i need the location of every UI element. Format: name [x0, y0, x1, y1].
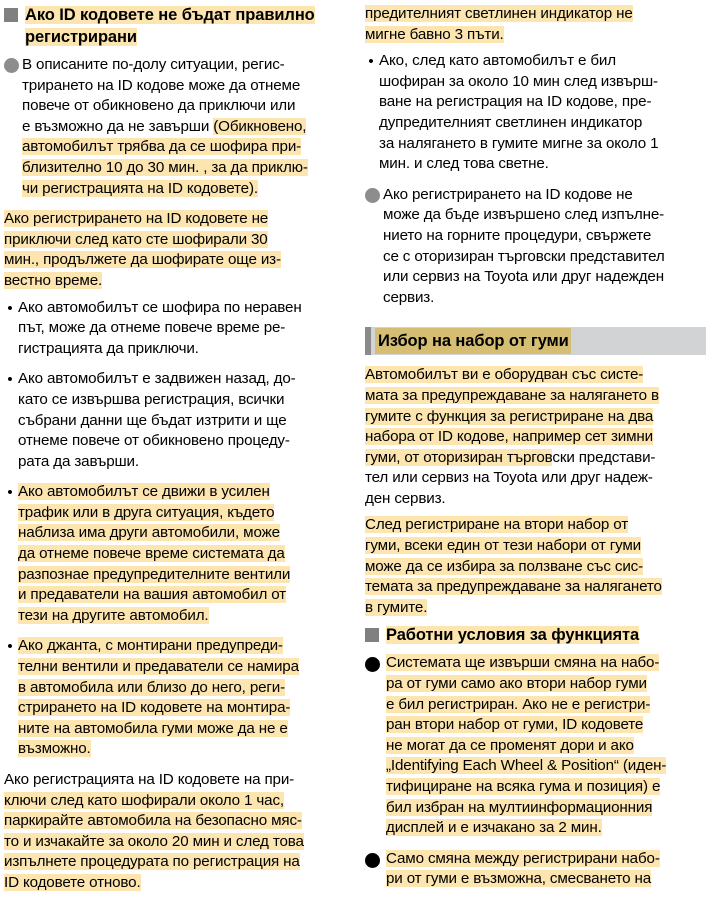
section-heading-label: Работни условия за функцията — [386, 626, 640, 645]
highlighted-text: телни вентили и предаватели се намира — [18, 658, 299, 676]
highlighted-text: то и изчакайте за около 20 мин и след това — [4, 832, 304, 850]
paragraph — [365, 365, 706, 509]
highlighted-text: възможно. — [18, 740, 91, 758]
plain-text: е възможно да не завърши — [22, 117, 214, 135]
highlighted-text: наблиза има други автомобили, може — [18, 524, 280, 542]
text-line — [383, 226, 706, 247]
right-column — [357, 0, 714, 912]
highlighted-text: може да се избира за ползване със сис- — [365, 557, 644, 575]
highlighted-text: набора от ID кодове, например сет зимни — [365, 428, 653, 446]
highlighted-text: След регистриране на втори набор от — [365, 516, 628, 534]
text-line — [379, 51, 706, 72]
list-item-text — [22, 55, 347, 199]
text-line — [22, 117, 347, 138]
text-line — [4, 791, 347, 812]
list-item-text — [18, 298, 347, 360]
highlighted-text: гуми, всеки един от тези набори от гуми — [365, 537, 641, 555]
text-line — [365, 365, 706, 386]
highlighted-text: ключи след като шофирали около 1 час, — [4, 791, 284, 809]
text-line — [4, 250, 347, 271]
text-line — [365, 468, 706, 489]
highlighted-text: гуми, от оторизиран търгов — [365, 448, 553, 466]
list-item — [365, 653, 706, 843]
text-line — [383, 185, 706, 206]
text-line — [386, 674, 706, 695]
text-line — [4, 852, 347, 873]
text-line — [18, 523, 347, 544]
text-line — [383, 247, 706, 268]
text-line — [365, 489, 706, 510]
text-line — [386, 869, 706, 890]
plain-text: или сервиз на Toyota или друг надежден — [383, 268, 664, 286]
highlighted-text: паркирайте автомобила на безопасно мяс- — [4, 812, 302, 830]
text-line — [365, 4, 706, 25]
text-line — [18, 698, 347, 719]
text-line — [379, 72, 706, 93]
text-line — [386, 756, 706, 777]
highlighted-text: (Обикновено, — [213, 117, 307, 135]
highlighted-text: Системата ще извърши смяна на набо- — [386, 654, 660, 672]
plain-text: отнеме повече от обикновено процеду- — [18, 432, 290, 450]
text-line — [365, 448, 706, 469]
plain-text: нието на горните процедури, свържете — [383, 226, 652, 244]
text-line — [4, 832, 347, 853]
bullet-circle-gray-icon — [4, 58, 19, 73]
text-line — [18, 390, 347, 411]
text-line — [379, 113, 706, 134]
highlighted-text: в гумите. — [365, 598, 428, 616]
text-line — [386, 818, 706, 839]
text-line — [18, 503, 347, 524]
text-line — [386, 849, 706, 870]
right-column-blocks-middle — [365, 365, 706, 618]
right-column-blocks-top — [365, 4, 706, 313]
text-line — [4, 873, 347, 894]
text-line — [4, 770, 347, 791]
list-item — [365, 185, 706, 314]
highlighted-text: изпълнете процедурата по регистрация на — [4, 853, 300, 871]
text-line — [386, 715, 706, 736]
text-line — [379, 92, 706, 113]
text-line — [365, 407, 706, 428]
plain-text: тел или сервиз на Toyota или друг надеж- — [365, 469, 653, 487]
highlighted-text: ра от гуми само ако втори набор гуми — [386, 675, 647, 693]
square-marker-icon — [4, 8, 18, 22]
bullet-circle-black-icon — [365, 853, 380, 868]
plain-text: събрани данни ще бъдат изтрити и ще — [18, 411, 287, 429]
text-line — [18, 606, 347, 627]
text-line — [18, 739, 347, 760]
text-line — [365, 386, 706, 407]
text-line — [18, 636, 347, 657]
highlighted-text: Само смяна между регистрирани набо- — [386, 849, 660, 867]
text-line — [365, 515, 706, 536]
highlighted-text: гумите с функция за регистриране на два — [365, 407, 654, 425]
highlighted-text: тези на другите автомобил. — [18, 606, 209, 624]
text-line — [18, 719, 347, 740]
highlighted-text: мигне бавно 3 пъти. — [365, 25, 504, 43]
text-line — [379, 154, 706, 175]
highlighted-text: да отнеме повече време системата да — [18, 545, 285, 563]
highlighted-text: стрирането на ID кодовете на монтира- — [18, 699, 291, 717]
text-line — [18, 678, 347, 699]
text-line — [383, 205, 706, 226]
paragraph — [365, 515, 706, 618]
highlighted-text: разпознае предупредителните вентили — [18, 565, 291, 583]
text-line — [18, 318, 347, 339]
plain-text: за налягането в гумите мигне за около 1 — [379, 134, 659, 152]
highlighted-text: трафик или в друга ситуация, където — [18, 503, 275, 521]
plain-text: Ако автомобилът се шофира по неравен — [18, 298, 302, 316]
highlighted-text: близително 10 до 30 мин. , за да приклю- — [22, 158, 308, 176]
plain-text: се с оторизиран търговски представител — [383, 247, 665, 265]
highlighted-text: не могат да се променят дори и ако — [386, 736, 634, 754]
square-marker-icon — [365, 628, 379, 642]
list-item-text — [18, 636, 347, 760]
text-line — [383, 288, 706, 309]
highlighted-text: Ако регистрирането на ID кодовете не — [4, 210, 269, 228]
text-line — [18, 657, 347, 678]
text-line — [4, 811, 347, 832]
text-line — [365, 598, 706, 619]
bullet-circle-black-icon — [365, 657, 380, 672]
text-line — [365, 557, 706, 578]
list-item — [365, 51, 706, 180]
highlighted-text: Ако джанта, с монтирани предупреди- — [18, 637, 283, 655]
section-heading-id-codes — [4, 4, 347, 48]
list-item-text — [386, 849, 706, 890]
plain-text: трирането на ID кодове може да отнеме — [22, 76, 301, 94]
text-line — [386, 695, 706, 716]
highlighted-text: мата за предупреждаване за налягането в — [365, 386, 659, 404]
list-item — [4, 55, 347, 204]
text-line — [18, 565, 347, 586]
plain-text: шофиран за около 10 мин след извърш- — [379, 72, 658, 90]
highlighted-text: и предаватели на вашия автомобил от — [18, 586, 286, 604]
list-item-text — [383, 185, 706, 309]
highlighted-text: ID кодовете отново. — [4, 873, 141, 891]
paragraph — [4, 770, 347, 894]
highlighted-text: чи регистрацията на ID кодовете). — [22, 179, 258, 197]
list-item-text — [18, 369, 347, 472]
plain-text: сервиз. — [383, 288, 435, 306]
section-heading-text — [25, 4, 347, 48]
highlighted-text: в автомобила или близо до него, реги- — [18, 678, 286, 696]
bullet-dot-icon: • — [7, 371, 13, 389]
plain-text: Ако автомобилът е задвижен назад, до- — [18, 370, 296, 388]
highlighted-text: ните на автомобила гуми може да не е — [18, 719, 288, 737]
bullet-circle-gray-icon — [365, 188, 380, 203]
bullet-dot-icon: • — [7, 484, 13, 502]
text-line — [365, 577, 706, 598]
highlighted-text: дисплей и е изчакано за 2 мин. — [386, 819, 602, 837]
text-line — [18, 369, 347, 390]
list-item — [4, 369, 347, 477]
section-heading-label: Ако ID кодовете не бъдат правилно регистрирани — [25, 6, 315, 46]
plain-text: дупредителният светлинен индикатор — [379, 113, 643, 131]
text-line — [365, 536, 706, 557]
plain-text: В описаните по-долу ситуации, регис- — [22, 56, 285, 73]
bullet-dot-icon: • — [7, 638, 13, 656]
plain-text: Ако, след като автомобилът е бил — [379, 52, 616, 70]
section-bar-tire-set-selection — [365, 327, 706, 355]
plain-text: Ако регистрирането на ID кодове не — [383, 185, 633, 203]
text-line — [18, 544, 347, 565]
section-heading-operating-conditions — [365, 624, 706, 646]
list-item — [4, 298, 347, 365]
list-item — [4, 482, 347, 631]
text-line — [22, 137, 347, 158]
text-line — [386, 777, 706, 798]
list-item-text — [379, 51, 706, 175]
highlighted-text: приключи след като сте шофирали 30 — [4, 230, 268, 248]
text-line — [386, 653, 706, 674]
highlighted-text: Автомобилът ви е оборудван със систе- — [365, 366, 644, 384]
right-column-blocks-bottom — [365, 653, 706, 895]
plain-text: като се извършва регистрация, всички — [18, 390, 285, 408]
text-line — [22, 179, 347, 200]
text-line — [22, 55, 347, 76]
text-line — [4, 230, 347, 251]
highlighted-text: предителният светлинен индикатор не — [365, 5, 633, 22]
highlighted-text: автомобилът трябва да се шофира при- — [22, 138, 302, 156]
highlighted-text: Ако автомобилът се движи в усилен — [18, 483, 270, 501]
highlighted-text: ри от гуми е възможна, смесването на — [386, 870, 652, 888]
highlighted-text: бил избран на мултиинформационния — [386, 798, 653, 816]
plain-text: рата да завърши. — [18, 452, 139, 470]
text-line — [18, 339, 347, 360]
text-line — [18, 431, 347, 452]
plain-text: гистрацията да приключи. — [18, 339, 199, 357]
section-bar-label: Избор на набор от гуми — [375, 328, 571, 354]
highlighted-text: е бил регистриран. Ако не е регистри- — [386, 695, 651, 713]
plain-text: ден сервиз. — [365, 489, 446, 507]
text-line — [22, 158, 347, 179]
highlighted-text: вестно време. — [4, 271, 103, 289]
text-line — [18, 411, 347, 432]
text-line — [365, 427, 706, 448]
text-line — [18, 585, 347, 606]
paragraph — [365, 4, 706, 45]
list-item-text — [18, 482, 347, 626]
text-line — [386, 798, 706, 819]
paragraph — [4, 209, 347, 291]
text-line — [4, 209, 347, 230]
highlighted-text: „Identifying Each Wheel & Position“ (иден- — [386, 757, 667, 775]
section-heading-text — [386, 624, 639, 646]
text-line — [4, 271, 347, 292]
bullet-dot-icon: • — [7, 299, 13, 317]
text-line — [383, 267, 706, 288]
plain-text: ски представи- — [552, 448, 656, 466]
plain-text: ване на регистрация на ID кодове, пре- — [379, 93, 652, 111]
plain-text: Ако регистрацията на ID кодовете на при- — [4, 771, 295, 788]
list-item — [4, 636, 347, 765]
list-item — [365, 849, 706, 895]
highlighted-text: темата за предупреждаване за налягането — [365, 578, 662, 596]
plain-text: мин. и след това светне. — [379, 155, 549, 173]
plain-text: повече от обикновено да приключи или — [22, 97, 296, 115]
highlighted-text: тифициране на всяка гума и позиция) е — [386, 778, 661, 795]
left-column-blocks — [4, 55, 347, 894]
text-line — [22, 96, 347, 117]
list-item-text — [386, 653, 706, 838]
text-line — [365, 25, 706, 46]
highlighted-text: мин., продължете да шофирате още из- — [4, 251, 281, 269]
text-line — [379, 134, 706, 155]
text-line — [18, 298, 347, 319]
plain-text: път, може да отнеме повече време ре- — [18, 319, 286, 337]
highlighted-text: ран втори набор от гуми, ID кодовете — [386, 716, 644, 734]
bullet-dot-icon: • — [368, 53, 374, 71]
plain-text: може да бъде извършено след изпълне- — [383, 206, 665, 224]
text-line — [18, 452, 347, 473]
text-line — [18, 482, 347, 503]
text-line — [22, 76, 347, 97]
text-line — [386, 736, 706, 757]
